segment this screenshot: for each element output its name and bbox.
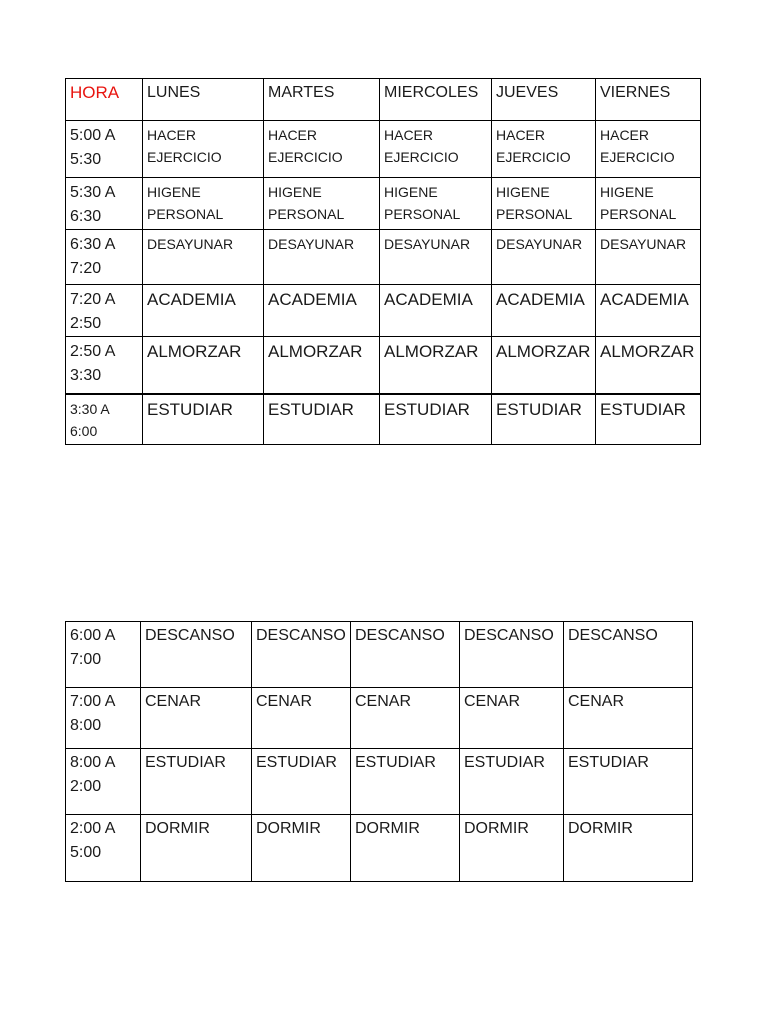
time-slot-cell: 2:50 A 3:30 — [66, 337, 143, 394]
activity-cell: ESTUDIAR — [264, 394, 380, 445]
activity-cell: HIGENE PERSONAL — [380, 178, 492, 230]
activity-cell: ESTUDIAR — [143, 394, 264, 445]
table-row — [66, 285, 701, 337]
header-lunes: LUNES — [143, 79, 264, 121]
header-row — [66, 79, 701, 121]
activity-cell: ALMORZAR — [264, 337, 380, 394]
activity-cell: ESTUDIAR — [252, 749, 351, 815]
activity-cell: DESAYUNAR — [596, 230, 701, 285]
table-row — [66, 230, 701, 285]
time-slot-cell: 7:00 A 8:00 — [66, 688, 141, 749]
activity-cell: HIGENE PERSONAL — [264, 178, 380, 230]
schedule-table-top — [65, 78, 701, 445]
table-row — [66, 121, 701, 178]
activity-cell: ESTUDIAR — [380, 394, 492, 445]
time-slot-cell: 3:30 A 6:00 — [66, 394, 143, 445]
activity-cell: CENAR — [141, 688, 252, 749]
activity-cell: ALMORZAR — [143, 337, 264, 394]
activity-cell: DORMIR — [351, 815, 460, 882]
activity-cell: HIGENE PERSONAL — [596, 178, 701, 230]
schedule-table-bottom — [65, 621, 693, 882]
table-row — [66, 749, 693, 815]
activity-cell: CENAR — [351, 688, 460, 749]
activity-cell: DESAYUNAR — [492, 230, 596, 285]
time-slot-cell: 5:30 A 6:30 — [66, 178, 143, 230]
activity-cell: DESCANSO — [564, 622, 693, 688]
activity-cell: DESCANSO — [460, 622, 564, 688]
activity-cell: HACER EJERCICIO — [143, 121, 264, 178]
time-slot-cell: 5:00 A 5:30 — [66, 121, 143, 178]
activity-cell: ACADEMIA — [596, 285, 701, 337]
activity-cell: HIGENE PERSONAL — [143, 178, 264, 230]
table-row — [66, 815, 693, 882]
time-slot-cell: 6:30 A 7:20 — [66, 230, 143, 285]
activity-cell: ESTUDIAR — [596, 394, 701, 445]
activity-cell: ACADEMIA — [380, 285, 492, 337]
time-slot-cell: 7:20 A 2:50 — [66, 285, 143, 337]
activity-cell: ACADEMIA — [492, 285, 596, 337]
activity-cell: ACADEMIA — [143, 285, 264, 337]
table-row — [66, 622, 693, 688]
header-hora: HORA — [66, 79, 143, 121]
header-miercoles: MIERCOLES — [380, 79, 492, 121]
activity-cell: CENAR — [564, 688, 693, 749]
activity-cell: DESAYUNAR — [380, 230, 492, 285]
activity-cell: ACADEMIA — [264, 285, 380, 337]
header-martes: MARTES — [264, 79, 380, 121]
activity-cell: DORMIR — [141, 815, 252, 882]
activity-cell: DESCANSO — [252, 622, 351, 688]
activity-cell: DESCANSO — [141, 622, 252, 688]
activity-cell: HACER EJERCICIO — [264, 121, 380, 178]
activity-cell: DESAYUNAR — [143, 230, 264, 285]
activity-cell: ESTUDIAR — [492, 394, 596, 445]
activity-cell: HACER EJERCICIO — [492, 121, 596, 178]
activity-cell: DESCANSO — [351, 622, 460, 688]
activity-cell: ALMORZAR — [596, 337, 701, 394]
activity-cell: DESAYUNAR — [264, 230, 380, 285]
activity-cell: ESTUDIAR — [141, 749, 252, 815]
activity-cell: HIGENE PERSONAL — [492, 178, 596, 230]
activity-cell: DORMIR — [252, 815, 351, 882]
time-slot-cell: 2:00 A 5:00 — [66, 815, 141, 882]
activity-cell: CENAR — [252, 688, 351, 749]
activity-cell: ESTUDIAR — [351, 749, 460, 815]
activity-cell: HACER EJERCICIO — [596, 121, 701, 178]
activity-cell: ALMORZAR — [492, 337, 596, 394]
table-row — [66, 337, 701, 394]
time-slot-cell: 8:00 A 2:00 — [66, 749, 141, 815]
activity-cell: CENAR — [460, 688, 564, 749]
activity-cell: ALMORZAR — [380, 337, 492, 394]
activity-cell: DORMIR — [564, 815, 693, 882]
activity-cell: HACER EJERCICIO — [380, 121, 492, 178]
activity-cell: ESTUDIAR — [460, 749, 564, 815]
activity-cell: ESTUDIAR — [564, 749, 693, 815]
header-viernes: VIERNES — [596, 79, 701, 121]
header-jueves: JUEVES — [492, 79, 596, 121]
time-slot-cell: 6:00 A 7:00 — [66, 622, 141, 688]
table-row — [66, 178, 701, 230]
table-row — [66, 394, 701, 445]
activity-cell: DORMIR — [460, 815, 564, 882]
table-row — [66, 688, 693, 749]
